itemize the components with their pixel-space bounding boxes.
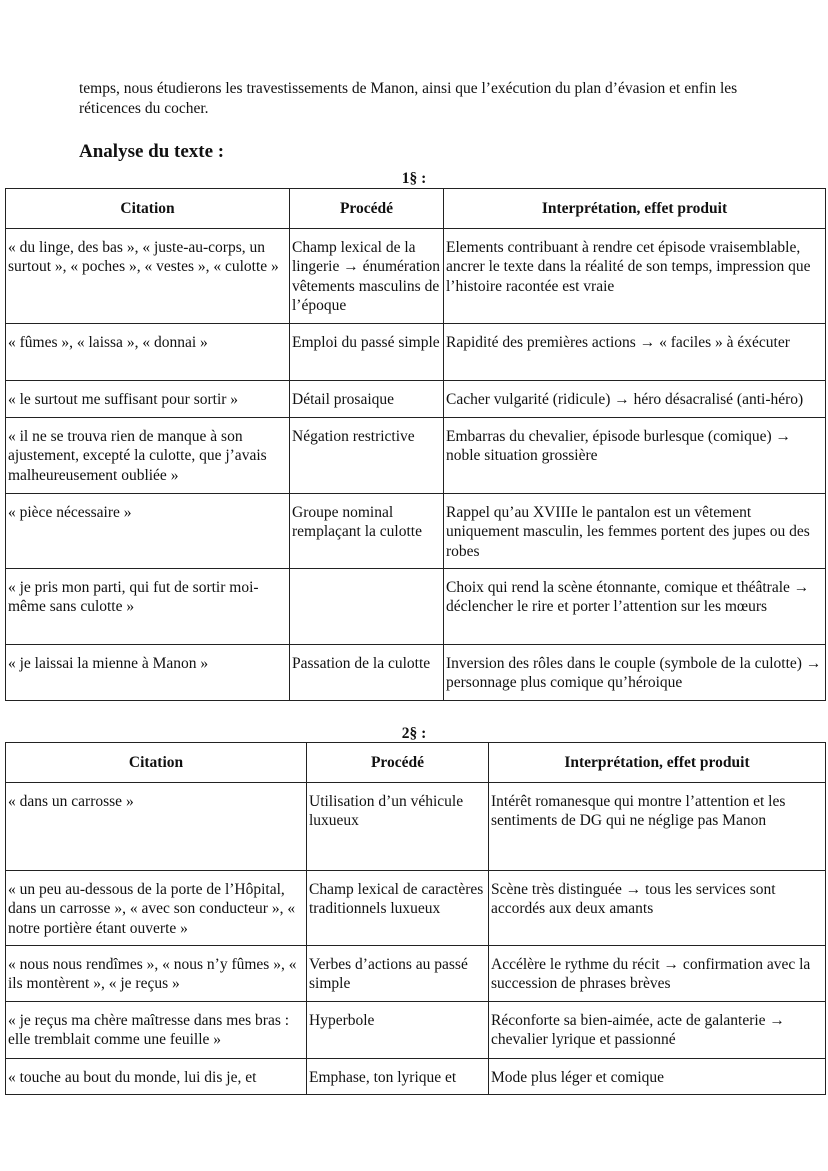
procede-cell: Champ lexical de la lingerie → énumération vêtements masculins de l’époque	[290, 228, 444, 323]
section-2-title: 2§ :	[401, 725, 427, 742]
intro-paragraph: temps, nous étudierons les travestissements de Manon, ainsi que l’exécution du plan d’évasion et enfin les réticences du cocher.	[79, 80, 738, 117]
column-header: Procédé	[307, 743, 489, 783]
citation-cell: « je reçus ma chère maîtresse dans mes bras : elle tremblait comme une feuille »	[6, 1001, 307, 1058]
column-header: Interprétation, effet produit	[444, 189, 826, 229]
table-row	[6, 417, 826, 493]
citation-cell: « nous nous rendîmes », « nous n’y fûmes », « ils montèrent », « je reçus »	[6, 945, 307, 1001]
citation-cell: « du linge, des bas », « juste-au-corps, un surtout », « poches », « vestes », « culotte »	[6, 228, 290, 323]
table-row	[6, 782, 826, 870]
interpretation-cell: Intérêt romanesque qui montre l’attention et les sentiments de DG qui ne néglige pas Manon	[489, 782, 826, 870]
column-header: Interprétation, effet produit	[489, 743, 826, 783]
interpretation-cell: Embarras du chevalier, épisode burlesque (comique) → noble situation grossière	[444, 417, 826, 493]
procede-cell: Détail prosaique	[290, 380, 444, 417]
column-header: Procédé	[290, 189, 444, 229]
interpretation-cell: Mode plus léger et comique	[489, 1058, 826, 1094]
table-header-row	[6, 189, 826, 229]
procede-cell: Groupe nominal remplaçant la culotte	[290, 493, 444, 568]
procede-cell: Négation restrictive	[290, 417, 444, 493]
table-row	[6, 493, 826, 568]
procede-cell: Emphase, ton lyrique et	[307, 1058, 489, 1094]
section-1-title: 1§ :	[401, 170, 427, 187]
citation-cell: « un peu au-dessous de la porte de l’Hôpital, dans un carrosse », « avec son conducteur », « notre portière étant ouverte »	[6, 870, 307, 945]
table-row	[6, 1058, 826, 1094]
citation-cell: « pièce nécessaire »	[6, 493, 290, 568]
table-row	[6, 1001, 826, 1058]
interpretation-cell: Scène très distinguée → tous les services sont accordés aux deux amants	[489, 870, 826, 945]
procede-cell: Verbes d’actions au passé simple	[307, 945, 489, 1001]
procede-cell	[290, 568, 444, 644]
citation-cell: « il ne se trouva rien de manque à son ajustement, excepté la culotte, que j’avais malheureusement oubliée »	[6, 417, 290, 493]
section-2-table	[5, 742, 826, 1095]
citation-cell: « dans un carrosse »	[6, 782, 307, 870]
citation-cell: « je pris mon parti, qui fut de sortir moi-même sans culotte »	[6, 568, 290, 644]
interpretation-cell: Inversion des rôles dans le couple (symbole de la culotte) → personnage plus comique qu’héroique	[444, 644, 826, 700]
citation-cell: « je laissai la mienne à Manon »	[6, 644, 290, 700]
interpretation-cell: Elements contribuant à rendre cet épisode vraisemblable, ancrer le texte dans la réalité de son temps, impression que l’histoire racontée est vraie	[444, 228, 826, 323]
citation-cell: « le surtout me suffisant pour sortir »	[6, 380, 290, 417]
table-row	[6, 323, 826, 380]
interpretation-cell: Rappel qu’au XVIIIe le pantalon est un vêtement uniquement masculin, les femmes portent des jupes ou des robes	[444, 493, 826, 568]
table-header-row	[6, 743, 826, 783]
interpretation-cell: Choix qui rend la scène étonnante, comique et théâtrale → déclencher le rire et porter l’attention sur les mœurs	[444, 568, 826, 644]
procede-cell: Utilisation d’un véhicule luxueux	[307, 782, 489, 870]
table-row	[6, 380, 826, 417]
table-row	[6, 568, 826, 644]
interpretation-cell: Réconforte sa bien-aimée, acte de galanterie → chevalier lyrique et passionné	[489, 1001, 826, 1058]
table-row	[6, 870, 826, 945]
procede-cell: Hyperbole	[307, 1001, 489, 1058]
section-1-table	[5, 188, 826, 701]
procede-cell: Champ lexical de caractères traditionnels luxueux	[307, 870, 489, 945]
citation-cell: « touche au bout du monde, lui dis je, et	[6, 1058, 307, 1094]
interpretation-cell: Rapidité des premières actions → « faciles » à éxécuter	[444, 323, 826, 380]
table-row	[6, 228, 826, 323]
procede-cell: Emploi du passé simple	[290, 323, 444, 380]
procede-cell: Passation de la culotte	[290, 644, 444, 700]
interpretation-cell: Accélère le rythme du récit → confirmation avec la succession de phrases brèves	[489, 945, 826, 1001]
column-header: Citation	[6, 743, 307, 783]
table-row	[6, 945, 826, 1001]
citation-cell: « fûmes », « laissa », « donnai »	[6, 323, 290, 380]
analysis-heading: Analyse du texte :	[79, 141, 225, 162]
interpretation-cell: Cacher vulgarité (ridicule) → héro désacralisé (anti-héro)	[444, 380, 826, 417]
column-header: Citation	[6, 189, 290, 229]
table-row	[6, 644, 826, 700]
